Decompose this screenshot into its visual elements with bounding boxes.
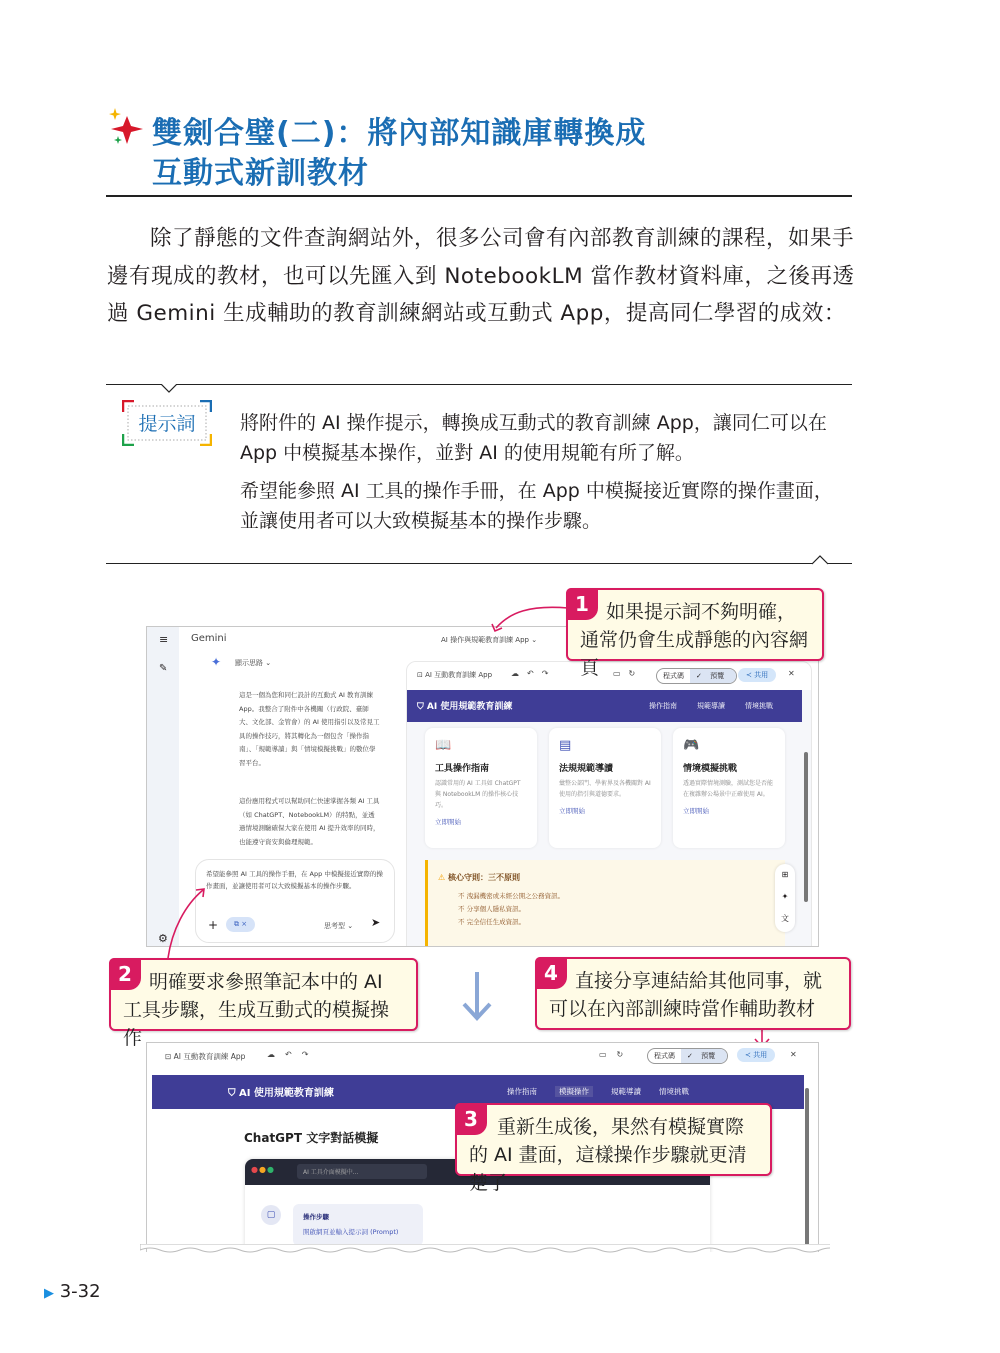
add-icon[interactable]: +	[208, 918, 219, 932]
callout-1: 1 如果提示詞不夠明確，通常仍會生成靜態的內容網頁	[566, 588, 824, 661]
nav-guide[interactable]: 操作指南	[507, 1087, 537, 1096]
mode-dropdown[interactable]: 思考型 ⌄	[324, 922, 354, 930]
rules-box	[425, 860, 785, 947]
send-icon[interactable]: ➤	[371, 916, 381, 929]
site-title: ⛉ AI 使用規範教育訓練	[417, 702, 513, 712]
window-dots-icon: ●●●	[251, 1165, 275, 1174]
prompt-top-line	[106, 384, 852, 385]
menu-icon[interactable]: ≡	[159, 633, 169, 646]
mock-address-bar: AI 工具介面模擬中...	[297, 1164, 427, 1179]
site-nav	[507, 1086, 689, 1097]
prompt-bottom-line	[106, 563, 852, 564]
show-thinking-toggle[interactable]: 顯示思路 ⌄	[235, 659, 272, 667]
console-refresh-icons[interactable]: ▭↻	[599, 1050, 634, 1059]
gamepad-icon: 🎮	[683, 738, 700, 753]
card-link[interactable]: 立即開始	[559, 807, 585, 815]
torn-edge	[140, 1244, 830, 1258]
screenshot-gemini-canvas	[146, 626, 819, 947]
document-icon: ▤	[559, 738, 572, 753]
reply-paragraph-1: 這是一個為您和同仁設計的互動式 AI 教育訓練 App。我整合了附件中各機關（行政院、臺師大、文化部、金管會）的 AI 使用指引以及常見工具的操作技巧，將其轉化為一個包含「操作指南」、「規範導讀」與「情境模擬挑戰」的數位學習平台。	[239, 691, 380, 767]
site-title: ⛉ AI 使用規範教育訓練	[228, 1088, 334, 1099]
card-link[interactable]: 立即開始	[435, 818, 461, 826]
nav-rules[interactable]: 規範導讀	[697, 702, 725, 710]
prompt-text-2: 希望能參照 AI 工具的操作手冊，在 App 中模擬接近實際的操作畫面，並讓使用者可以大致模擬基本的操作步驟。	[240, 480, 833, 532]
nav-rules[interactable]: 規範導讀	[611, 1087, 641, 1096]
canvas-panel	[406, 661, 812, 947]
floating-tools[interactable]: ⊞ ✦ 文	[775, 864, 795, 932]
cloud-undo-redo-icons[interactable]: ☁↶↷	[511, 669, 557, 678]
card-scenario[interactable]: 🎮 情境模擬挑戰 透過實際情境測驗，測試您是否能在複雜辦公場景中正確使用 AI。 立即開始	[673, 728, 785, 848]
step-card: 操作步驟 開啟網頁並輸入提示詞 (Prompt)	[293, 1204, 423, 1246]
rules-title: ⚠ 核心守則：三不原則	[438, 873, 520, 882]
prompt-text-1: 將附件的 AI 操作提示，轉換成互動式的教育訓練 App，讓同仁可以在 App 中模擬基本操作，並對 AI 的使用規範有所了解。	[240, 412, 827, 464]
model-title-dropdown[interactable]: AI 操作與規範教育訓練 App ⌄	[441, 636, 538, 644]
nav-simulate[interactable]: 模擬操作	[555, 1086, 593, 1097]
console-refresh-icons[interactable]: ▭↻	[613, 669, 644, 678]
canvas-title: ⊡ AI 互動教育訓練 App	[165, 1052, 246, 1061]
divider	[106, 195, 852, 197]
chat-input-text[interactable]: 希望能參照 AI 工具的操作手冊，在 App 中模擬接近實際的操作畫面，並讓使用者可以大致模擬基本的操作步驟。	[206, 870, 383, 890]
prompt-label: 提示詞	[138, 413, 196, 435]
triangle-icon: ▶	[44, 1286, 54, 1301]
warning-icon: ⚠	[438, 873, 446, 882]
chat-input-box[interactable]	[195, 859, 395, 943]
nav-guide[interactable]: 操作指南	[649, 702, 677, 710]
close-icon[interactable]: ✕	[788, 669, 795, 678]
code-preview-toggle[interactable]: 程式碼 ✓ 預覽	[647, 1048, 728, 1064]
reply-paragraph-2: 這份應用程式可以幫助同仁快速掌握各類 AI 工具（如 ChatGPT、NotebookLM）的特點，並透過情境測驗確保大家在使用 AI 提升效率的同時，也能遵守資安與倫理規範。	[239, 797, 380, 846]
site-nav	[649, 701, 773, 711]
card-regulations[interactable]: ▤ 法規規範導讀 彙整公部門、學術界及各機關對 AI 使用的指引與道德要求。 立即開始	[549, 728, 661, 848]
book-icon: 📖	[435, 738, 452, 753]
card-tool-guide[interactable]: 📖 工具操作指南 認識常用的 AI 工具如 ChatGPT 與 NotebookLM 的操作核心技巧。 立即開始	[425, 728, 537, 848]
nav-challenge[interactable]: 情境挑戰	[659, 1087, 689, 1096]
callout-2: 2 明確要求參照筆記本中的 AI 工具步驟，生成互動式的模擬操作	[109, 958, 418, 1031]
rules-list: 不 洩漏機密或未經公開之公務資訊。 不 分享個人隱私資訊。 不 完全信任生成資訊。	[458, 892, 565, 926]
callout-3: 3 重新生成後，果然有模擬實際的 AI 畫面，這樣操作步驟就更清楚了	[455, 1103, 772, 1176]
prompt-label-box	[122, 400, 212, 446]
gemini-star-icon: ✦	[211, 655, 222, 669]
intro-paragraph: 除了靜態的文件查詢網站外，很多公司會有內部教育訓練的課程，如果手邊有現成的教材，也可以先匯入到 NotebookLM 當作教材資料庫，之後再透過 Gemini 生成輔助的教育訓練網站或互動式 App，提高同仁學習的成效：	[107, 226, 855, 326]
page-number: ▶ 3-32	[44, 1281, 101, 1302]
scrollbar[interactable]	[804, 752, 808, 902]
sparkle-icon	[105, 108, 147, 148]
nav-challenge[interactable]: 情境挑戰	[745, 702, 773, 710]
cloud-undo-redo-icons[interactable]: ☁↶↷	[267, 1050, 319, 1059]
code-preview-toggle[interactable]: 程式碼 ✓ 預覽	[656, 668, 737, 684]
share-button[interactable]: ≺ 共用	[737, 1048, 775, 1062]
site-navbar	[407, 690, 802, 722]
card-link[interactable]: 立即開始	[683, 807, 709, 815]
section-title: ChatGPT 文字對話模擬	[244, 1131, 379, 1145]
settings-icon[interactable]: ⚙	[158, 932, 168, 945]
canvas-toolbar	[407, 662, 812, 690]
new-chat-icon[interactable]: ✎	[159, 663, 168, 674]
chat-bubble-icon: ▢	[261, 1205, 281, 1225]
section-heading-line2: 互動式新訓教材	[152, 156, 369, 191]
share-button[interactable]: ≺ 共用	[738, 668, 776, 682]
attachment-chip[interactable]: ⧉ ×	[226, 917, 255, 932]
notch-icon	[160, 384, 178, 394]
canvas-title: ⊡ AI 互動教育訓練 App	[417, 671, 493, 679]
scrollbar[interactable]	[805, 1088, 809, 1248]
callout-4: 4 直接分享連結給其他同事，就可以在內部訓練時當作輔助教材	[535, 957, 851, 1030]
gemini-sidebar	[147, 627, 179, 947]
notch-icon	[811, 555, 829, 565]
close-icon[interactable]: ✕	[790, 1050, 797, 1059]
section-heading-line1: 雙劍合璧(二)：將內部知識庫轉換成	[152, 116, 647, 151]
app-name: Gemini	[191, 633, 227, 644]
